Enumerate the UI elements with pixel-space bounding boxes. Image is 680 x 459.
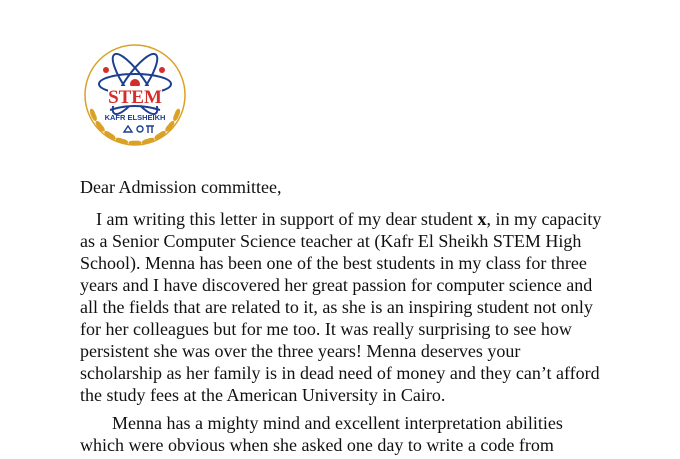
letter-paragraph-1 <box>80 208 620 406</box>
paragraph-1-line: as a Senior Computer Science teacher at (Kafr El Sheikh STEM High <box>80 231 582 251</box>
science-symbols-icon <box>124 126 154 133</box>
paragraph-2-line: Menna has a mighty mind and excellent interpretation abilities <box>112 413 563 433</box>
paragraph-1-line: for her colleagues but for me too. It was really surprising to see how <box>80 319 572 339</box>
letter-paragraph-2 <box>80 412 620 456</box>
line-text: , in my capacity <box>486 209 602 229</box>
letter-greeting: Dear Admission committee, <box>80 177 282 197</box>
paragraph-1-line: the study fees at the American University in Cairo. <box>80 385 446 405</box>
stem-kafr-elsheikh-logo <box>80 40 190 150</box>
paragraph-1-line: years and I have discovered her great passion for computer science and <box>80 275 593 295</box>
line-text: I am writing this letter in support of my dear student <box>96 209 478 229</box>
paragraph-1-line: all the fields that are related to it, as she is an inspiring student not only <box>80 297 593 317</box>
paragraph-1-line: scholarship as her family is in dead need of money and they can’t afford <box>80 363 600 383</box>
paragraph-1-line: School). Menna has been one of the best students in my class for three <box>80 253 587 273</box>
logo-subtitle-text: KAFR ELSHEIKH <box>104 113 166 122</box>
logo-stem-text: STEM <box>108 87 162 108</box>
student-name-placeholder: x <box>477 209 487 229</box>
paragraph-1-line: persistent she was over the three years! Menna deserves your <box>80 341 521 361</box>
paragraph-1-line <box>80 208 620 230</box>
paragraph-2-line: which were obvious when she asked one day to write a code from <box>80 435 554 455</box>
